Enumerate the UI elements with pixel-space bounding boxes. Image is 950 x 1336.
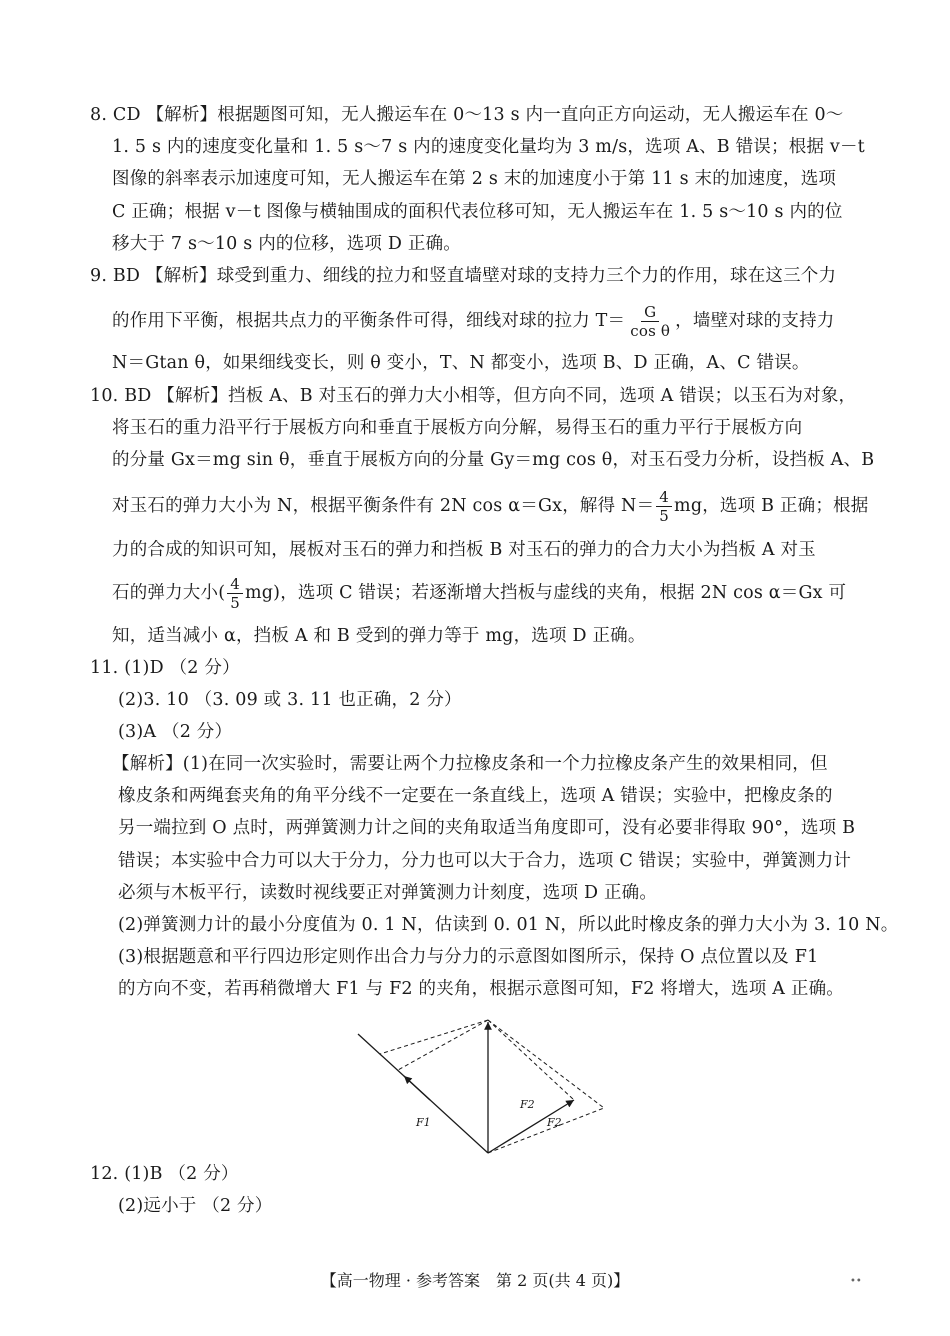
q10-line-1: 10. BD 【解析】挡板 A、B 对玉石的弹力大小相等，但方向不同，选项 A 错误；以玉石为对象，: [90, 386, 857, 406]
q12-line-1: 12. (1)B （2 分）: [90, 1164, 239, 1184]
q11-line-4: 【解析】(1)在同一次实验时，需要让两个力拉橡皮条和一个力拉橡皮条产生的效果相同，但: [112, 754, 828, 774]
resultant-force-fraction-denominator: 5: [230, 594, 240, 612]
corner-mark: ••: [850, 1276, 862, 1287]
q9-line-2: [112, 296, 834, 346]
f1-label: F1: [416, 1116, 431, 1129]
q10-line-4-text-b: mg，选项 B 正确；根据: [674, 496, 869, 516]
q12-line-2: (2)远小于 （2 分）: [118, 1196, 273, 1216]
q8-line-4: C 正确；根据 v－t 图像与横轴围成的面积代表位移可知，无人搬运车在 1. 5 s～10 s 内的位: [112, 202, 843, 222]
q8-line-5: 移大于 7 s～10 s 内的位移，选项 D 正确。: [112, 234, 461, 254]
q10-line-5: 力的合成的知识可知，展板对玉石的弹力和挡板 B 对玉石的弹力的合力大小为挡板 A 对玉: [112, 540, 816, 560]
q11-line-3: (3)A （2 分）: [118, 722, 233, 742]
tension-fraction-denominator: cos θ: [630, 322, 671, 340]
elastic-force-fraction-numerator: 4: [656, 488, 672, 507]
q10-line-4-text-a: 对玉石的弹力大小为 N，根据平衡条件有 2N cos α＝Gx，解得 N＝: [112, 496, 655, 516]
dashed-line-4: [380, 1020, 488, 1054]
q10-line-2: 将玉石的重力沿平行于展板方向和垂直于展板方向分解，易得玉石的重力平行于展板方向: [112, 418, 803, 438]
q11-line-7: 错误；本实验中合力可以大于分力，分力也可以大于合力，选项 C 错误；实验中，弹簧测力计: [118, 851, 852, 871]
elastic-force-fraction: [656, 488, 672, 525]
f2-label-dashed: F2: [547, 1116, 562, 1129]
q11-line-1: 11. (1)D （2 分）: [90, 658, 240, 678]
q11-line-8: 必须与木板平行，读数时视线要正对弹簧测力计刻度，选项 D 正确。: [118, 883, 658, 903]
tension-fraction-numerator: G: [641, 303, 659, 322]
q11-line-5: 橡皮条和两绳套夹角的角平分线不一定要在一条直线上，选项 A 错误；实验中，把橡皮条的: [118, 786, 833, 806]
dashed-line-2: [488, 1020, 604, 1108]
f1-arrow: [404, 1076, 430, 1100]
elastic-force-fraction-denominator: 5: [659, 507, 670, 525]
tension-fraction: [627, 303, 673, 340]
resultant-force-fraction-numerator: 4: [227, 575, 243, 594]
q9-line-1: 9. BD 【解析】球受到重力、细线的拉力和竖直墙壁对球的支持力三个力的作用，球在这三个力: [90, 266, 837, 286]
q8-line-3: 图像的斜率表示加速度可知，无人搬运车在第 2 s 末的加速度小于第 11 s 末的加速度，选项: [112, 169, 837, 189]
force-parallelogram-diagram: [350, 1008, 610, 1158]
dashed-line-3: [488, 1108, 604, 1153]
q10-line-6-text-a: 石的弹力大小(: [112, 583, 226, 603]
q11-line-2: (2)3. 10 （3. 09 或 3. 11 也正确，2 分）: [118, 690, 462, 710]
dashed-line-1: [488, 1020, 574, 1100]
q8-line-2: 1. 5 s 内的速度变化量和 1. 5 s～7 s 内的速度变化量均为 3 m/s，选项 A、B 错误；根据 v－t: [112, 137, 865, 157]
dashed-line-5: [398, 1020, 488, 1070]
q10-line-7: 知，适当减小 α，挡板 A 和 B 受到的弹力等于 mg，选项 D 正确。: [112, 626, 646, 646]
page-footer: 【高一物理 · 参考答案 第 2 页(共 4 页)】: [320, 1271, 630, 1290]
q10-line-3: 的分量 Gx＝mg sin θ，垂直于展板方向的分量 Gy＝mg cos θ，对玉石受力分析，设挡板 A、B: [112, 450, 875, 470]
q10-line-6-text-b: mg)，选项 C 错误；若逐渐增大挡板与虚线的夹角，根据 2N cos α＝Gx 可: [244, 583, 847, 603]
f2-label-solid: F2: [520, 1098, 535, 1111]
q8-line-1: 8. CD 【解析】根据题图可知，无人搬运车在 0～13 s 内一直向正方向运动，无人搬运车在 0～: [90, 105, 844, 125]
q11-line-9: (2)弹簧测力计的最小分度值为 0. 1 N，估读到 0. 01 N，所以此时橡皮条的弹力大小为 3. 10 N。: [118, 915, 899, 935]
q10-line-4: [112, 481, 868, 531]
q11-line-11: 的方向不变，若再稍微增大 F1 与 F2 的夹角，根据示意图可知，F2 将增大，选项 A 正确。: [118, 979, 845, 999]
q11-line-6: 另一端拉到 O 点时，两弹簧测力计之间的夹角取适当角度即可，没有必要非得取 90°，选项 B: [118, 818, 856, 838]
q9-line-3: N＝Gtan θ，如果细线变长，则 θ 变小，T、N 都变小，选项 B、D 正确，A、C 错误。: [112, 353, 810, 373]
q11-line-10: (3)根据题意和平行四边形定则作出合力与分力的示意图如图所示，保持 O 点位置以及 F1: [118, 947, 819, 967]
q9-line-2-text-b: ，墙壁对球的支持力: [675, 311, 835, 331]
resultant-force-fraction: [227, 575, 243, 612]
q10-line-6: [112, 568, 846, 618]
q9-line-2-text-a: 的作用下平衡，根据共点力的平衡条件可得，细线对球的拉力 T＝: [112, 311, 626, 331]
